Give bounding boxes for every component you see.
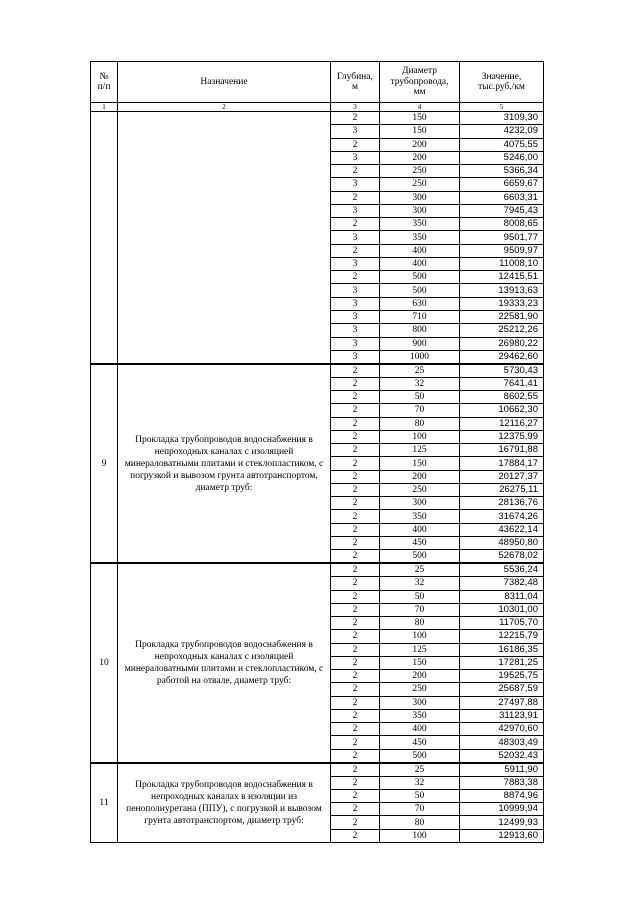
value-cell: 28136,76 <box>460 497 544 510</box>
depth-cell: 3 <box>331 337 380 350</box>
value-cell: 6659,67 <box>460 178 544 191</box>
value-cell: 26275,11 <box>460 483 544 496</box>
value-cell: 4075,55 <box>460 138 544 151</box>
value-cell: 5246,00 <box>460 151 544 164</box>
depth-cell: 3 <box>331 297 380 310</box>
depth-cell: 3 <box>331 350 380 364</box>
diameter-cell: 800 <box>380 324 460 337</box>
value-cell: 52032,43 <box>460 749 544 763</box>
value-cell: 8874,96 <box>460 789 544 802</box>
depth-cell: 3 <box>331 204 380 217</box>
value-cell: 13913,63 <box>460 284 544 297</box>
diameter-cell: 150 <box>380 656 460 669</box>
depth-cell: 3 <box>331 310 380 323</box>
value-cell: 9501,77 <box>460 231 544 244</box>
depth-cell: 2 <box>331 218 380 231</box>
depth-cell: 3 <box>331 324 380 337</box>
depth-cell: 2 <box>331 470 380 483</box>
value-cell: 7945,43 <box>460 204 544 217</box>
row-number: 10 <box>91 563 118 762</box>
depth-cell: 2 <box>331 165 380 178</box>
diameter-cell: 500 <box>380 271 460 284</box>
depth-cell: 2 <box>331 670 380 683</box>
depth-cell: 2 <box>331 603 380 616</box>
diameter-cell: 125 <box>380 643 460 656</box>
value-cell: 8311,04 <box>460 590 544 603</box>
value-cell: 10999,94 <box>460 803 544 816</box>
value-cell: 31674,26 <box>460 510 544 523</box>
row-description: Прокладка трубопроводов водоснабжения в непроходных каналах с изоляцией минераловатными плитами и стеклопластиком, с работой на отвале, диаметр труб: <box>118 563 331 762</box>
depth-cell: 2 <box>331 563 380 577</box>
depth-cell: 2 <box>331 617 380 630</box>
diameter-cell: 32 <box>380 577 460 590</box>
column-index: 5 <box>460 103 544 112</box>
diameter-cell: 400 <box>380 244 460 257</box>
value-cell: 9509,97 <box>460 244 544 257</box>
depth-cell: 2 <box>331 577 380 590</box>
table-row <box>91 563 544 577</box>
depth-cell: 2 <box>331 430 380 443</box>
diameter-cell: 300 <box>380 204 460 217</box>
depth-cell: 2 <box>331 749 380 763</box>
value-cell: 12913,60 <box>460 829 544 842</box>
value-cell: 7382,48 <box>460 577 544 590</box>
value-cell: 25212,26 <box>460 324 544 337</box>
diameter-cell: 710 <box>380 310 460 323</box>
value-cell: 12116,27 <box>460 417 544 430</box>
diameter-cell: 32 <box>380 776 460 789</box>
value-cell: 8602,55 <box>460 391 544 404</box>
value-cell: 6603,31 <box>460 191 544 204</box>
value-cell: 8008,65 <box>460 218 544 231</box>
value-cell: 12375,99 <box>460 430 544 443</box>
value-cell: 4232,09 <box>460 125 544 138</box>
value-cell: 12215,79 <box>460 630 544 643</box>
diameter-cell: 80 <box>380 617 460 630</box>
row-number <box>91 112 118 364</box>
value-cell: 5911,90 <box>460 763 544 777</box>
depth-cell: 2 <box>331 457 380 470</box>
diameter-cell: 500 <box>380 749 460 763</box>
depth-cell: 2 <box>331 404 380 417</box>
value-cell: 5536,24 <box>460 563 544 577</box>
diameter-cell: 100 <box>380 630 460 643</box>
header-value: Значение, тыс.руб./км <box>460 62 544 103</box>
depth-cell: 2 <box>331 112 380 125</box>
pipeline-cost-table <box>90 61 544 843</box>
diameter-cell: 250 <box>380 165 460 178</box>
diameter-cell: 250 <box>380 683 460 696</box>
depth-cell: 2 <box>331 736 380 749</box>
value-cell: 17884,17 <box>460 457 544 470</box>
depth-cell: 2 <box>331 523 380 536</box>
diameter-cell: 150 <box>380 457 460 470</box>
diameter-cell: 25 <box>380 763 460 777</box>
depth-cell: 2 <box>331 656 380 669</box>
diameter-cell: 200 <box>380 151 460 164</box>
row-number: 11 <box>91 763 118 843</box>
depth-cell: 2 <box>331 816 380 829</box>
table-header-row <box>91 62 544 103</box>
depth-cell: 2 <box>331 483 380 496</box>
diameter-cell: 70 <box>380 803 460 816</box>
depth-cell: 2 <box>331 683 380 696</box>
header-name: Назначение <box>118 62 331 103</box>
depth-cell: 2 <box>331 536 380 549</box>
row-description: Прокладка трубопроводов водоснабжения в непроходных каналах с изоляцией минераловатными плитами и стеклопластиком, с погрузкой и вывозом грунта автотранспортом, диаметр труб: <box>118 364 331 563</box>
diameter-cell: 80 <box>380 417 460 430</box>
value-cell: 27497,88 <box>460 696 544 709</box>
column-index: 2 <box>118 103 331 112</box>
diameter-cell: 100 <box>380 430 460 443</box>
diameter-cell: 100 <box>380 829 460 842</box>
depth-cell: 2 <box>331 391 380 404</box>
depth-cell: 3 <box>331 284 380 297</box>
depth-cell: 3 <box>331 231 380 244</box>
value-cell: 5730,43 <box>460 364 544 378</box>
depth-cell: 3 <box>331 151 380 164</box>
diameter-cell: 50 <box>380 391 460 404</box>
header-diameter: Диаметр трубопровода, мм <box>380 62 460 103</box>
value-cell: 25687,59 <box>460 683 544 696</box>
diameter-cell: 70 <box>380 404 460 417</box>
value-cell: 16186,35 <box>460 643 544 656</box>
table-row <box>91 763 544 777</box>
depth-cell: 2 <box>331 417 380 430</box>
diameter-cell: 125 <box>380 444 460 457</box>
diameter-cell: 150 <box>380 125 460 138</box>
value-cell: 19333,23 <box>460 297 544 310</box>
diameter-cell: 32 <box>380 377 460 390</box>
diameter-cell: 300 <box>380 191 460 204</box>
diameter-cell: 400 <box>380 257 460 270</box>
value-cell: 11705,70 <box>460 617 544 630</box>
depth-cell: 2 <box>331 191 380 204</box>
table-body <box>91 112 544 843</box>
diameter-cell: 350 <box>380 218 460 231</box>
value-cell: 10301,00 <box>460 603 544 616</box>
diameter-cell: 450 <box>380 736 460 749</box>
diameter-cell: 350 <box>380 510 460 523</box>
diameter-cell: 500 <box>380 284 460 297</box>
depth-cell: 2 <box>331 709 380 722</box>
value-cell: 29462,60 <box>460 350 544 364</box>
row-number: 9 <box>91 364 118 563</box>
depth-cell: 2 <box>331 696 380 709</box>
value-cell: 12415,51 <box>460 271 544 284</box>
value-cell: 7883,38 <box>460 776 544 789</box>
value-cell: 10662,30 <box>460 404 544 417</box>
value-cell: 48950,80 <box>460 536 544 549</box>
diameter-cell: 80 <box>380 816 460 829</box>
depth-cell: 2 <box>331 364 380 378</box>
document-page <box>90 61 543 843</box>
value-cell: 17281,25 <box>460 656 544 669</box>
row-description: Прокладка трубопроводов водоснабжения в непроходных каналах в изоляции из пенополиуретана (ППУ), с погрузкой и вывозом грунта автотранспортом, диаметр труб: <box>118 763 331 843</box>
depth-cell: 2 <box>331 138 380 151</box>
value-cell: 5366,34 <box>460 165 544 178</box>
diameter-cell: 200 <box>380 670 460 683</box>
diameter-cell: 1000 <box>380 350 460 364</box>
depth-cell: 2 <box>331 510 380 523</box>
table-row <box>91 364 544 378</box>
value-cell: 20127,37 <box>460 470 544 483</box>
depth-cell: 2 <box>331 497 380 510</box>
diameter-cell: 630 <box>380 297 460 310</box>
value-cell: 19525,75 <box>460 670 544 683</box>
diameter-cell: 25 <box>380 563 460 577</box>
diameter-cell: 200 <box>380 470 460 483</box>
depth-cell: 2 <box>331 763 380 777</box>
value-cell: 22581,90 <box>460 310 544 323</box>
diameter-cell: 400 <box>380 523 460 536</box>
diameter-cell: 150 <box>380 112 460 125</box>
depth-cell: 3 <box>331 125 380 138</box>
row-description <box>118 112 331 364</box>
value-cell: 42970,60 <box>460 723 544 736</box>
value-cell: 26980,22 <box>460 337 544 350</box>
column-index-row <box>91 103 544 112</box>
depth-cell: 3 <box>331 257 380 270</box>
depth-cell: 2 <box>331 723 380 736</box>
value-cell: 16791,88 <box>460 444 544 457</box>
depth-cell: 2 <box>331 803 380 816</box>
depth-cell: 2 <box>331 643 380 656</box>
diameter-cell: 500 <box>380 550 460 564</box>
diameter-cell: 300 <box>380 497 460 510</box>
diameter-cell: 250 <box>380 178 460 191</box>
value-cell: 11008,10 <box>460 257 544 270</box>
depth-cell: 2 <box>331 829 380 842</box>
depth-cell: 2 <box>331 444 380 457</box>
diameter-cell: 900 <box>380 337 460 350</box>
value-cell: 52678,02 <box>460 550 544 564</box>
value-cell: 31123,91 <box>460 709 544 722</box>
column-index: 1 <box>91 103 118 112</box>
diameter-cell: 350 <box>380 709 460 722</box>
depth-cell: 2 <box>331 550 380 564</box>
depth-cell: 2 <box>331 776 380 789</box>
depth-cell: 3 <box>331 178 380 191</box>
diameter-cell: 250 <box>380 483 460 496</box>
diameter-cell: 300 <box>380 696 460 709</box>
header-number: № п/п <box>91 62 118 103</box>
column-index: 3 <box>331 103 380 112</box>
diameter-cell: 50 <box>380 789 460 802</box>
value-cell: 43622,14 <box>460 523 544 536</box>
value-cell: 3109,30 <box>460 112 544 125</box>
diameter-cell: 450 <box>380 536 460 549</box>
diameter-cell: 25 <box>380 364 460 378</box>
diameter-cell: 400 <box>380 723 460 736</box>
column-index: 4 <box>380 103 460 112</box>
depth-cell: 2 <box>331 271 380 284</box>
header-depth: Глубина, м <box>331 62 380 103</box>
table-row <box>91 112 544 125</box>
depth-cell: 2 <box>331 377 380 390</box>
diameter-cell: 50 <box>380 590 460 603</box>
depth-cell: 2 <box>331 630 380 643</box>
value-cell: 7641,41 <box>460 377 544 390</box>
diameter-cell: 200 <box>380 138 460 151</box>
depth-cell: 2 <box>331 789 380 802</box>
diameter-cell: 350 <box>380 231 460 244</box>
diameter-cell: 70 <box>380 603 460 616</box>
depth-cell: 2 <box>331 244 380 257</box>
depth-cell: 2 <box>331 590 380 603</box>
value-cell: 48303,49 <box>460 736 544 749</box>
value-cell: 12499,93 <box>460 816 544 829</box>
